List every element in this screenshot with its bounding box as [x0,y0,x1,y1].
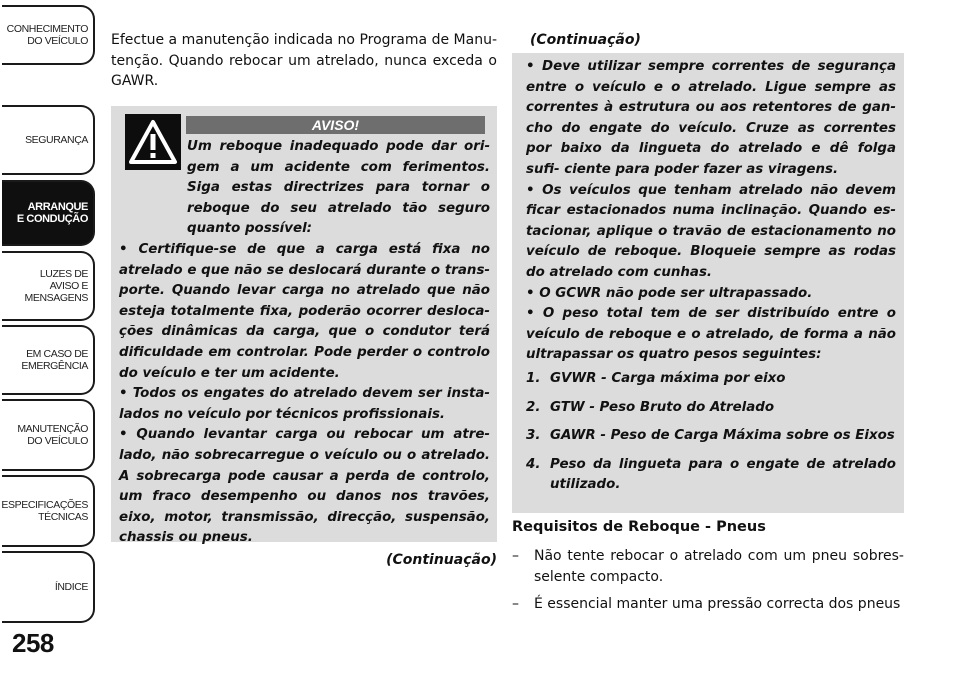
tab-seguranca[interactable]: SEGURANÇA [2,105,95,175]
warning-intro: Um reboque inadequado pode dar ori- gem a um acidente com ferimentos. Siga estas directrizes para tornar o reboque do seu atrelado tão seguro quanto possível: [187,139,490,237]
intro-paragraph: Efectue a manutenção indicada no Programa de Manu- tenção. Quando rebocar um atrelado, nunca exceda o GAWR. [111,32,497,89]
tab-arranque-active[interactable]: ARRANQUE E CONDUÇÃO [2,180,95,246]
chapter-tabs [0,0,100,678]
tab-indice[interactable]: ÍNDICE [2,551,95,623]
numbered-item-3: 3. GAWR - Peso de Carga Máxima sobre os Eixos [526,428,895,444]
warning-bullet-4: • Deve utilizar sempre correntes de segurança entre o veículo e o atrelado. Ligue sempre as correntes à estrutura ou aos retentores de gan- cho do engate do veículo. Cruze as correntes por baixo da lingueta do atrelado e dê folga sufi- ciente para poder fazer as viragens. [526,59,896,177]
tyre-requirements-list [512,546,904,615]
tab-especificacoes[interactable]: ESPECIFICAÇÕES TÉCNICAS [2,475,95,547]
tab-manutencao[interactable]: MANUTENÇÃO DO VEÍCULO [2,399,95,471]
tab-conhecimento[interactable]: CONHECIMENTO DO VEÍCULO [2,5,95,65]
continued-right: (Continuação) [530,32,641,48]
warning-bullet-2: • Todos os engates do atrelado devem ser insta- lados no veículo por técnicos profissionais. [119,386,490,422]
section-title-tyres: Requisitos de Reboque - Pneus [512,519,766,535]
numbered-item-2: 2. GTW - Peso Bruto do Atrelado [526,399,775,415]
page-number: 258 [12,628,54,658]
warning-bullet-3: • Quando levantar carga ou rebocar um atre- lado, não sobrecarregue o veículo ou o atrelado. A sobrecarga pode causar a perda de controlo, um fraco desempenho ou danos nos travões, eixo, motor, transmissão, direcção, suspensão, chassis ou pneus. [119,427,490,546]
warning-text-continued [526,57,896,496]
tab-emergencia[interactable]: EM CASO DE EMERGÊNCIA [2,325,95,395]
warning-title: AVISO! [186,116,485,134]
numbered-item-4: 4. Peso da lingueta para o engate de atrelado utilizado. [526,456,896,493]
warning-bullet-1: • Certifique-se de que a carga está fixa no atrelado e que não se deslocará durante o trans- porte. Quando levar carga no atrelado que não esteja totalmente fixa, poderão ocorrer desloca- ções dinâmicas da carga, que o condutor terá dificuldade em controlar. Pode perder o controlo do veículo e ter um acidente. [119,241,490,381]
warning-bullet-7: • O peso total tem de ser distribuído entre o veículo de reboque e o atrelado, de forma a não ultrapassar os quatro pesos seguintes: [526,306,896,363]
warning-bullet-6: • O GCWR não pode ser ultrapassado. [526,285,813,301]
continued-left: (Continuação) [386,552,497,568]
dash-item-2: – É essencial manter uma pressão correcta dos pneus [512,596,901,612]
warning-text [119,137,490,549]
numbered-item-1: 1. GVWR - Carga máxima por eixo [526,370,786,386]
tab-luzes[interactable]: LUZES DE AVISO E MENSAGENS [2,251,95,321]
warning-bullet-5: • Os veículos que tenham atrelado não devem ficar estacionados numa inclinação. Quando es- tacionar, aplique o travão de estacionamento no veículo de reboque. Bloqueie sempre as rodas do atrelado com cunhas. [526,182,896,280]
dash-item-1: – Não tente rebocar o atrelado com um pneu sobres- selente compacto. [512,548,904,585]
